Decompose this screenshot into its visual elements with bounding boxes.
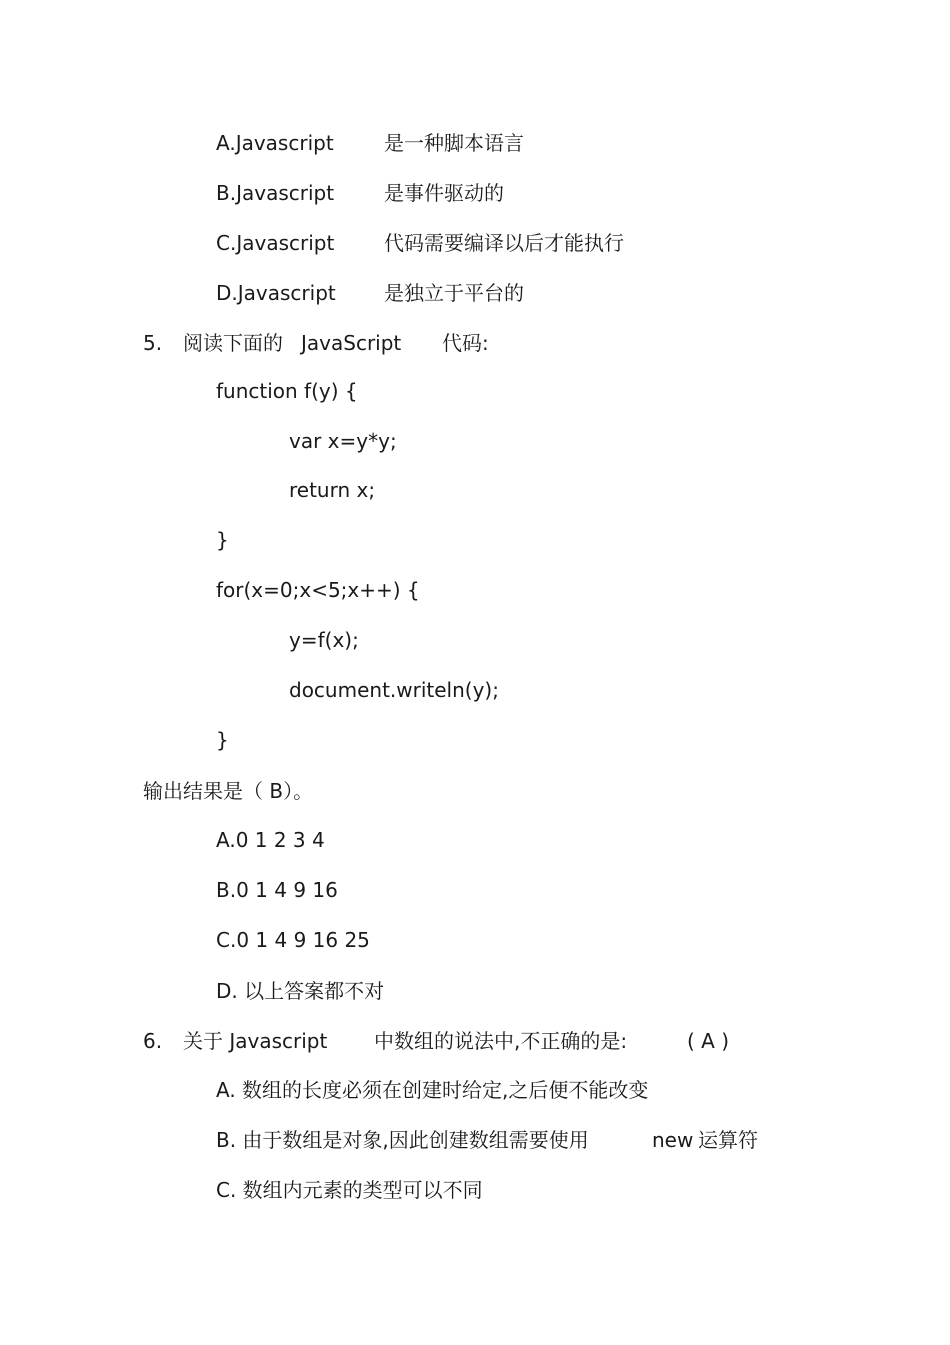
- q4-option-c-label: C.Javascript: [216, 231, 335, 255]
- q6-number: 6.: [143, 1029, 163, 1053]
- q5-code-line-1: function f(y) {: [216, 379, 358, 403]
- q6-prompt-part2: 中数组的说法中,不正确的是:: [374, 1029, 628, 1053]
- q4-option-c-text: 代码需要编译以后才能执行: [384, 231, 624, 255]
- q5-prompt-part3: 代码:: [442, 331, 489, 355]
- q6-option-a: A. 数组的长度必须在创建时给定,之后便不能改变: [216, 1078, 649, 1102]
- q5-code-line-2: var x=y*y;: [289, 429, 397, 453]
- q4-option-b-text: 是事件驱动的: [384, 181, 504, 205]
- q4-option-b-label: B.Javascript: [216, 181, 335, 205]
- q5-code-line-5: for(x=0;x<5;x++) {: [216, 578, 420, 602]
- q4-option-d-text: 是独立于平台的: [384, 281, 524, 305]
- q4-option-a-text: 是一种脚本语言: [384, 131, 524, 155]
- q5-prompt-part2: JavaScript: [301, 331, 402, 355]
- q6-option-b-tail: 运算符: [698, 1128, 758, 1152]
- q5-option-d: D. 以上答案都不对: [216, 979, 385, 1003]
- q5-result-line: 输出结果是（ B）。: [143, 779, 314, 803]
- q5-code-line-7: document.writeln(y);: [289, 678, 499, 702]
- q5-code-line-6: y=f(x);: [289, 628, 359, 652]
- q5-code-line-8: }: [216, 728, 229, 752]
- q5-option-c: C.0 1 4 9 16 25: [216, 928, 370, 952]
- q6-answer: ( A ): [687, 1029, 730, 1053]
- q6-option-b-text: B. 由于数组是对象,因此创建数组需要使用: [216, 1128, 589, 1152]
- q5-option-a: A.0 1 2 3 4: [216, 828, 325, 852]
- q5-option-b: B.0 1 4 9 16: [216, 878, 338, 902]
- q5-number: 5.: [143, 331, 163, 355]
- q6-option-b-keyword: new: [652, 1128, 694, 1152]
- q5-code-line-3: return x;: [289, 478, 376, 502]
- q4-option-a-label: A.Javascript: [216, 131, 334, 155]
- q5-prompt-part1: 阅读下面的: [183, 331, 283, 355]
- q6-prompt-part1: 关于 Javascript: [183, 1029, 328, 1053]
- q4-option-d-label: D.Javascript: [216, 281, 336, 305]
- q5-code-line-4: }: [216, 528, 229, 552]
- q6-option-c: C. 数组内元素的类型可以不同: [216, 1178, 483, 1202]
